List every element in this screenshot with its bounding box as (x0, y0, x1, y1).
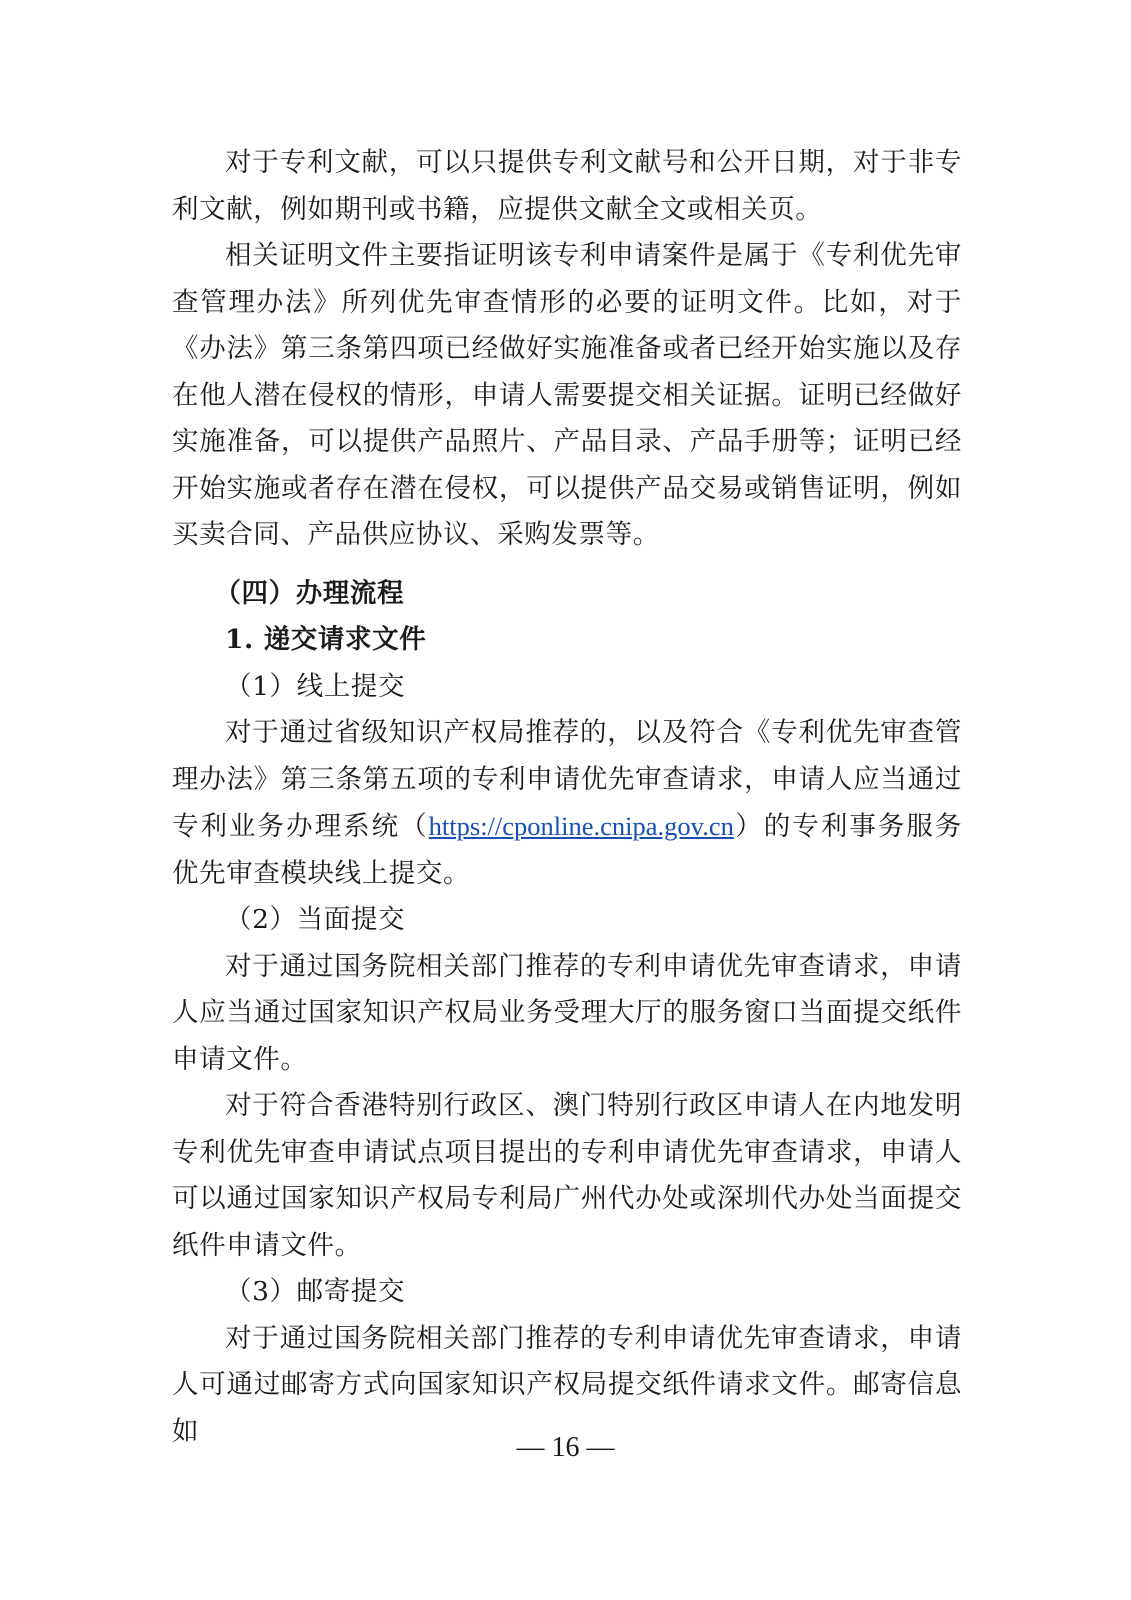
paragraph-patent-literature: 对于专利文献，可以只提供专利文献号和公开日期，对于非专利文献，例如期刊或书籍，应提供文献全文或相关页。 (172, 147, 962, 225)
sub-heading-submit-request: 1. 递交请求文件 (225, 624, 427, 655)
online-submission-text-after: ）的专利事务服务优先审查模块线上提交。 (172, 811, 962, 889)
item-title-online-submission: （1）线上提交 (225, 670, 406, 702)
paragraph-mail-submission: 对于通过国务院相关部门推荐的专利申请优先审查请求，申请人可通过邮寄方式向国家知识产权局提交纸件请求文件。邮寄信息如 (172, 1322, 962, 1447)
page-number: — 16 — (516, 1432, 615, 1463)
paragraph-online-submission (172, 710, 962, 897)
item-title-mail-submission: （3）邮寄提交 (225, 1276, 406, 1307)
paragraph-in-person-hk-macau: 对于符合香港特别行政区、澳门特别行政区申请人在内地发明专利优先审查申请试点项目提出的专利申请优先审查请求，申请人可以通过国家知识产权局专利局广州代办处或深圳代办处当面提交纸件申请文件。 (172, 1090, 962, 1261)
item-title-in-person-submission: （2）当面提交 (225, 904, 406, 935)
paragraph-supporting-documents: 相关证明文件主要指证明该专利申请案件是属于《专利优先审查管理办法》所列优先审查情形的必要的证明文件。比如，对于《办法》第三条第四项已经做好实施准备或者已经开始实施以及存在他人潜在侵权的情形，申请人需要提交相关证据。证明已经做好实施准备，可以提供产品照片、产品目录、产品手册等；证明已经开始实施或者存在潜在侵权，可以提供产品交易或销售证明，例如买卖合同、产品供应协议、采购发票等。 (172, 240, 962, 550)
online-submission-text-before: 对于通过省级知识产权局推荐的，以及符合《专利优先审查管理办法》第三条第五项的专利申请优先审查请求，申请人应当通过专利业务办理系统（ (172, 717, 962, 842)
cponline-link[interactable]: https://cponline.cnipa.gov.cn (428, 811, 734, 841)
section-heading-procedure: （四）办理流程 (214, 577, 405, 609)
document-body (172, 140, 962, 1455)
paragraph-in-person-state-council: 对于通过国务院相关部门推荐的专利申请优先审查请求，申请人应当通过国家知识产权局业务受理大厅的服务窗口当面提交纸件申请文件。 (172, 950, 962, 1075)
